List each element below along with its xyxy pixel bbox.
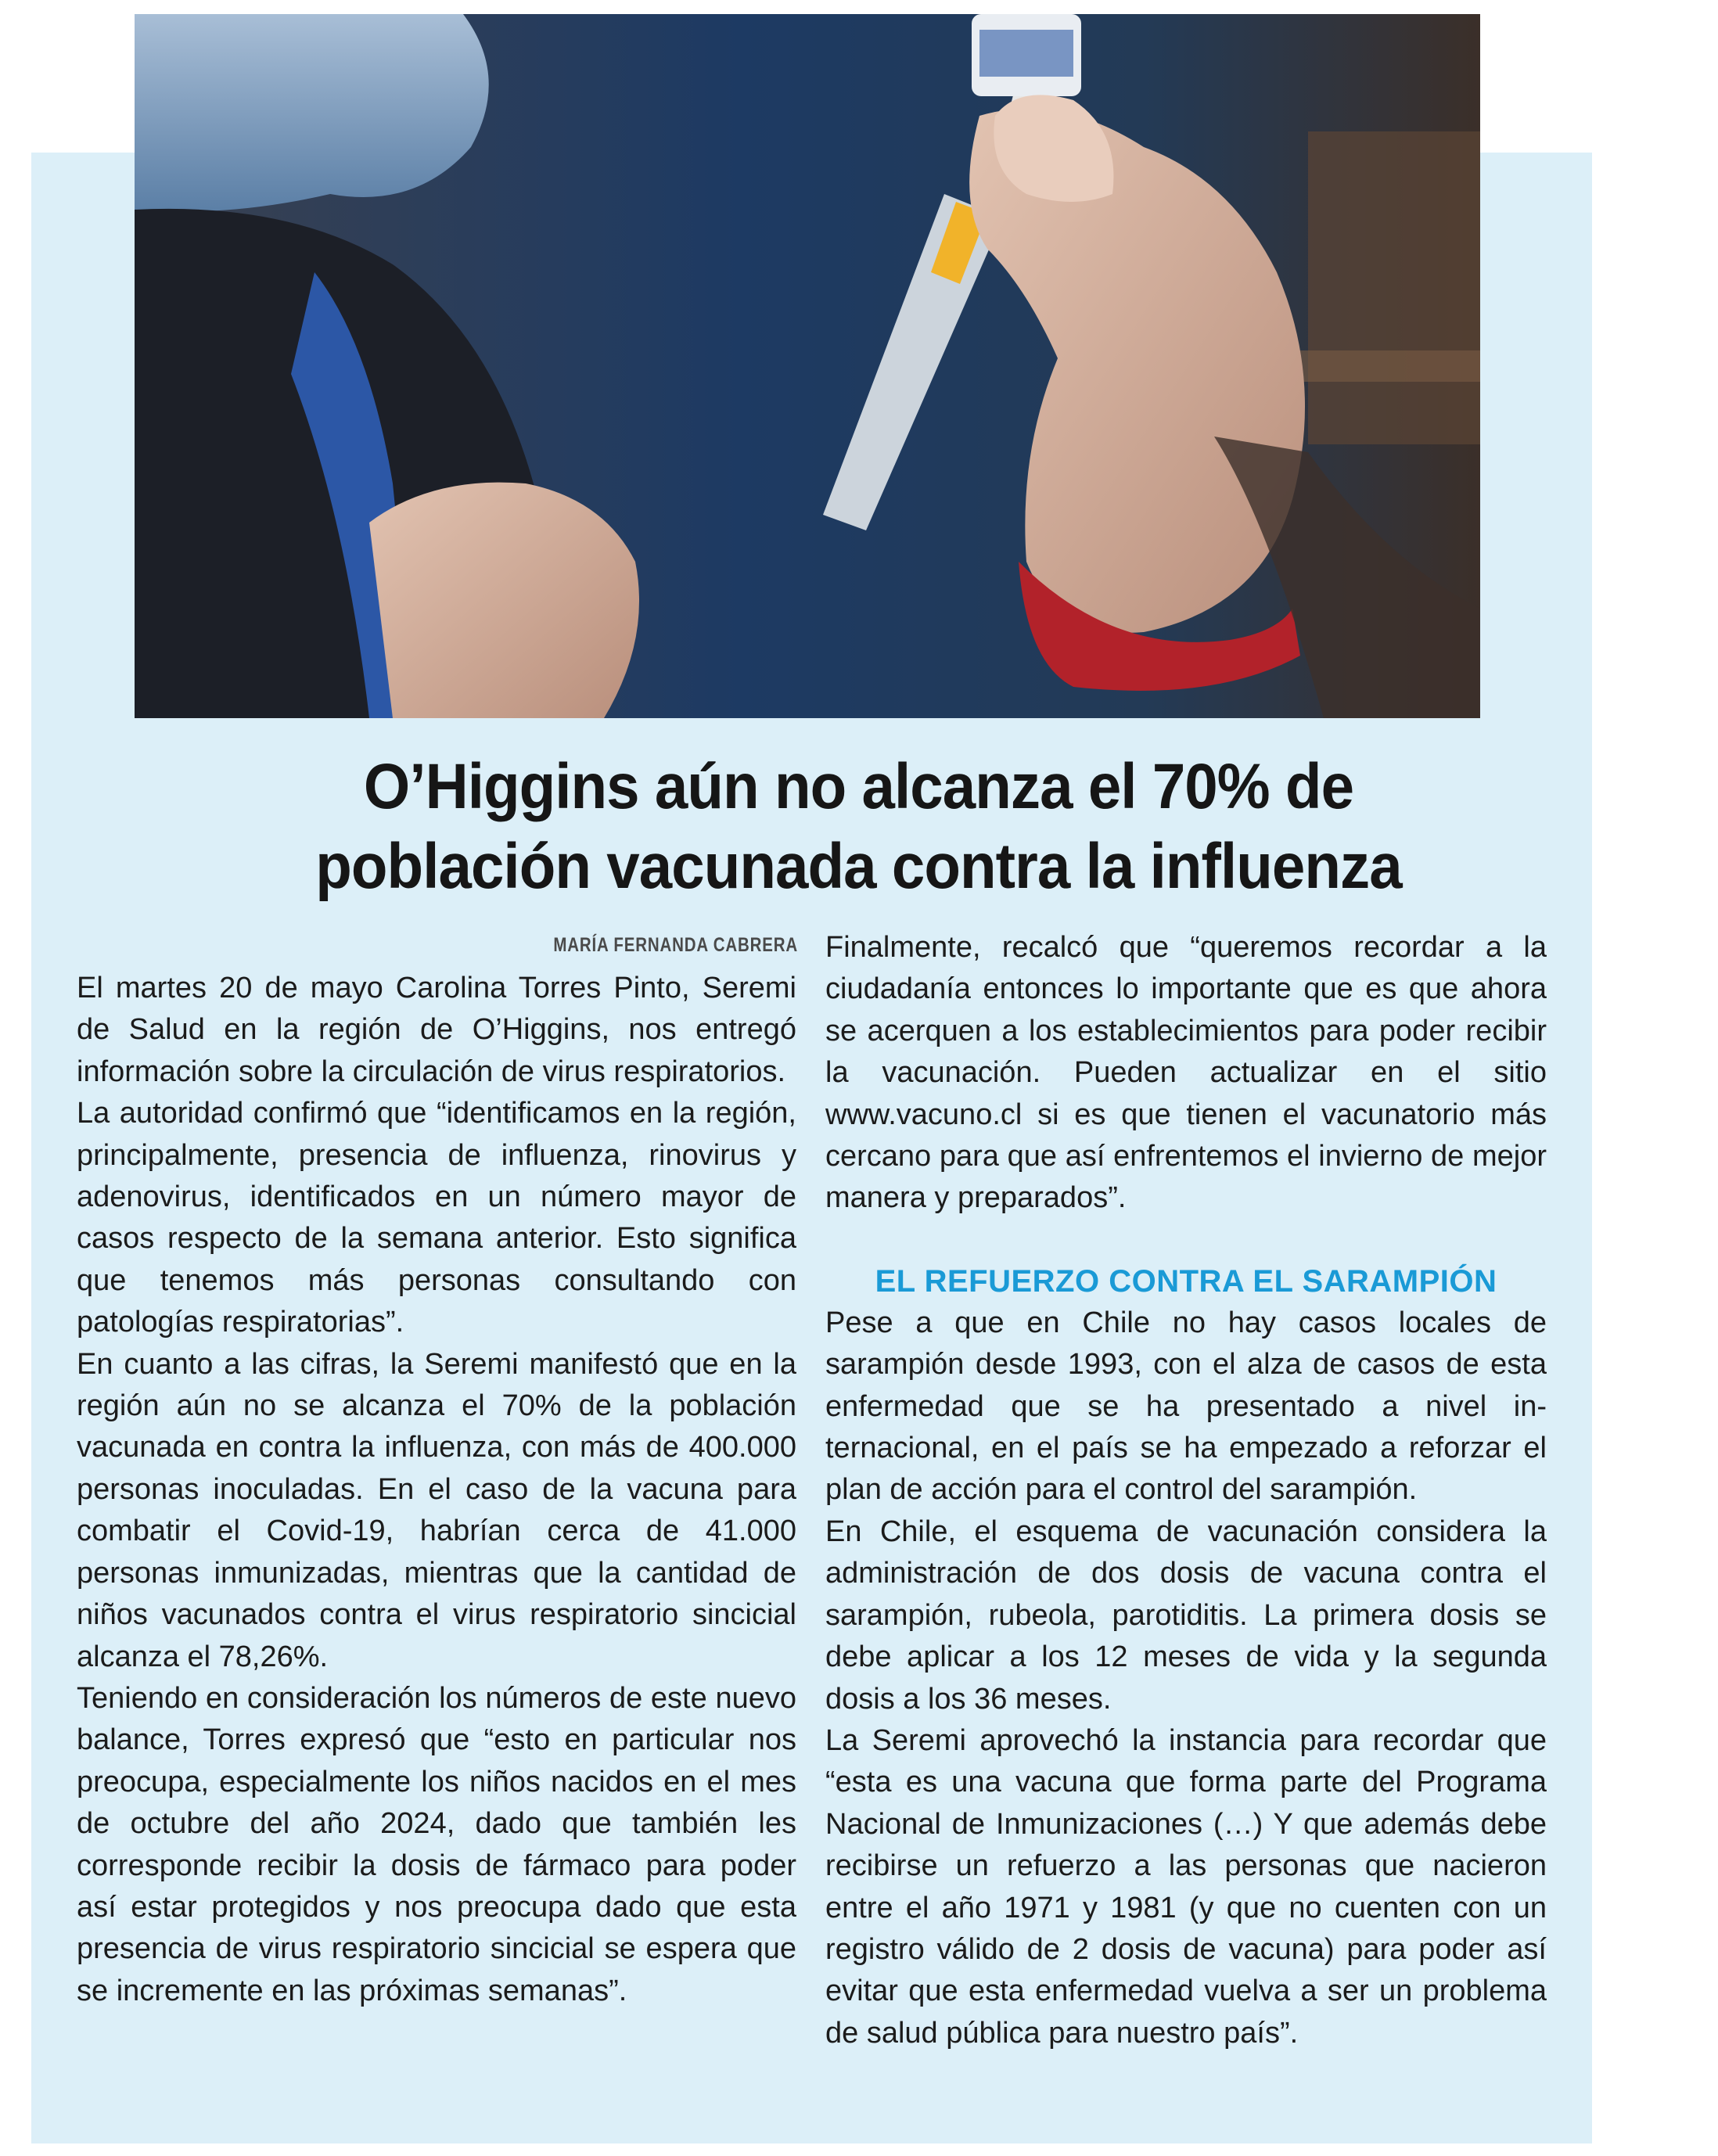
left-paragraph-2: La autoridad confirmó que “identificamos en la región, principalmente, presencia de influenza, rinovirus y adenovirus, identificados en un número mayor de casos respecto de la semana anterior. Esto significa que tenemos más personas consultando con patologías respiratorias”. <box>77 1097 796 1339</box>
author-byline: MARÍA FERNANDA CABRERA <box>553 934 798 956</box>
section-subhead: EL REFUERZO CONTRA EL SARAMPIÓN <box>875 1263 1497 1299</box>
right-column <box>825 927 1547 2054</box>
right-paragraph-2: Pese a que en Chile no hay casos locales de sarampión desde 1993, con el alza de casos de esta enfermedad que se ha presentado a nivel internacional, en el país se ha empezado a reforzar el plan de acción para el control del sarampión. <box>825 1306 1547 1507</box>
right-paragraph-1: Finalmente, recalcó que “queremos recordar a la ciudadanía entonces lo importante que es que ahora se acerquen a los establecimientos para poder recibir la vacunación. Pueden actualizar en el sitio www.vacuno.cl si es que tienen el vacunatorio más cercano para que así enfrentemos el invierno de mejor manera y preparados”. <box>825 931 1547 1215</box>
headline-line-2: población vacunada contra la influenza <box>315 831 1402 902</box>
headline-line-1: O’Higgins aún no alcanza el 70% de <box>363 751 1354 822</box>
article-headline <box>133 747 1584 907</box>
vaccine-syringe-photo <box>135 14 1480 718</box>
left-paragraph-4: Teniendo en consideración los números de este nuevo balance, Torres expresó que “esto en particular nos preocupa, especialmente los niños nacidos en el mes de octubre del año 2024, dado que también les corresponde recibir la dosis de fármaco para poder así estar protegidos y nos preocupa dado que esta presencia de virus respiratorio sincicial se espera que se incremente en las próximas semanas”. <box>77 1681 796 2007</box>
right-paragraph-4: La Seremi aprovechó la instancia para recordar que “esta es una vacuna que forma parte del Programa Nacional de Inmunizaciones (…) Y que además debe recibirse un refuerzo a las personas que nacieron entre el año 1971 y 1981 (y que no cuenten con un registro válido de 2 dosis de vacuna) para poder así evitar que esta enfermedad vuelva a ser un problema de salud pública para nuestro país”. <box>825 1723 1547 2050</box>
left-column <box>77 968 796 2012</box>
right-paragraph-3: En Chile, el esquema de vacunación considera la administración de dos dosis de vacuna contra el sarampión, rubeola, parotiditis. La primera dosis se debe aplicar a los 12 meses de vida y la segunda dosis a los 36 meses. <box>825 1515 1547 1716</box>
left-paragraph-3: En cuanto a las cifras, la Seremi manifestó que en la región aún no se alcanza el 70% de la población vacunada en contra la influenza, con más de 400.000 personas inoculadas. En el caso de la vacuna para combatir el Covid-19, habrían cerca de 41.000 personas inmunizadas, mientras que la cantidad de niños vacunados contra el virus respiratorio sincicial alcanza el 78,26%. <box>77 1347 796 1673</box>
left-paragraph-1: El martes 20 de mayo Carolina Torres Pinto, Seremi de Salud en la región de O’Higgins, nos entregó información sobre la circulación de virus respiratorios. <box>77 972 796 1088</box>
